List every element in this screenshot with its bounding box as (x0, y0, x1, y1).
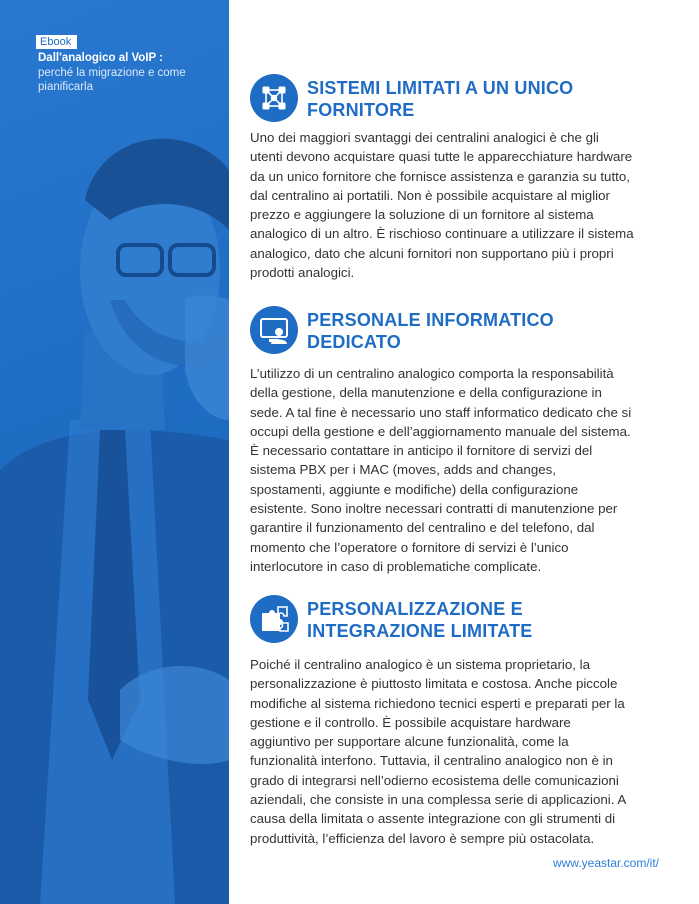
businessman-on-phone-photo (0, 0, 229, 904)
monitor-user-icon (250, 306, 298, 354)
network-nodes-icon (250, 74, 298, 122)
section-body: L’utilizzo di un centralino analogico comporta la responsabilità della gestione, della manutenzione e della configurazione in sede. A tal fine è necessario uno staff informatico dedicato che si occupi della gestione e dell’aggiornamento manuale del sistema. È necessario contattare in anticipo il fornitore di servizi del sistema PBX per i MAC (moves, adds and changes, spostamenti, aggiunte e modifiche) della configurazione esistente. Sono inoltre necessari contratti di manutenzione per garantire il funzionamento del centralino e del telefono, dal momento che l’operatore o fornitore di servizi è l’unico interlocutore in caso di problematiche complicate. (250, 366, 632, 574)
section-vendor-lock (250, 74, 650, 294)
puzzle-pieces-icon (250, 595, 298, 643)
section-title: PERSONALIZZAZIONE E INTEGRAZIONE LIMITATE (307, 599, 533, 641)
sidebar-photo-panel (0, 0, 229, 904)
section-body: Uno dei maggiori svantaggi dei centralini analogici è che gli utenti devono acquistare quasi tutte le apparecchiature hardware da un unico fornitore che fornisce assistenza e garanzia su tutto, dal centralino ai portatili. Non è possibile acquistare al miglior prezzo e aggiungere la soluzione di un fornitore al sistema analogico di un altro. È rischioso continuare a utilizzare il sistema analogico, dato che alcuni fornitori non supportano più i propri prodotti analogici. (250, 130, 634, 281)
ebook-subtitle: perché la migrazione e come pianificarla (38, 67, 186, 93)
section-title: PERSONALE INFORMATICO DEDICATO (307, 310, 554, 352)
section-customization (250, 595, 650, 855)
section-title: SISTEMI LIMITATI A UN UNICO FORNITORE (307, 78, 574, 120)
ebook-title: Dall'analogico al VoIP : (38, 52, 164, 64)
section-body: Poiché il centralino analogico è un sistema proprietario, la personalizzazione è piuttosto limitata e costosa. Anche piccole modifiche al sistema richiedono tecnici esperti e preparati per la gestione e il controllo. È possibile acquistare hardware aggiuntivo per supportare alcune funzionalità, come la funzionalità interfono. Tuttavia, il centralino analogico non è in grado di integrarsi nell’odierno ecosistema delle comunicazioni aziendali, che consiste in una complessa serie di applicazioni. A causa della limitata o assente integrazione con gli strumenti di produttività, l’efficienza del lavoro è sempre più ostacolata. (250, 657, 626, 846)
ebook-badge: Ebook (36, 35, 77, 49)
footer-website-link[interactable]: www.yeastar.com/it/ (552, 856, 659, 870)
section-it-staff (250, 306, 650, 586)
